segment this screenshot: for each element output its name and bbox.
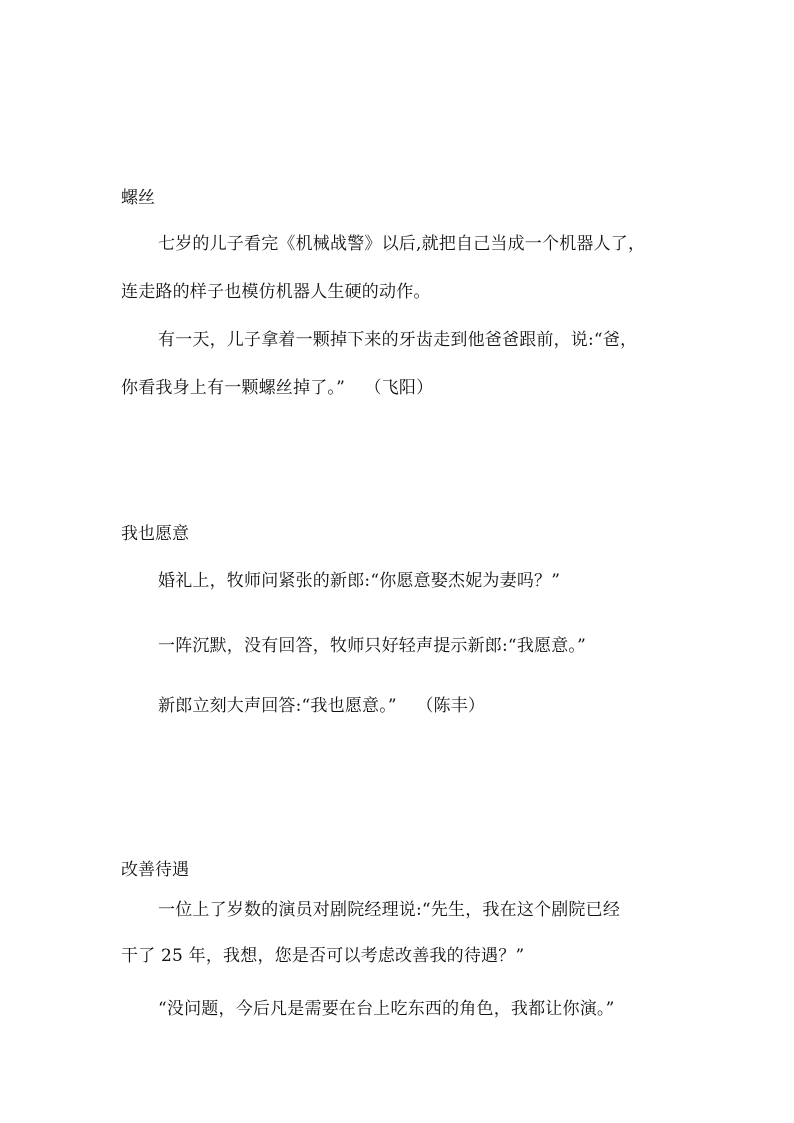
author-credit: （飞阳） <box>373 378 434 398</box>
story-line: 一位上了岁数的演员对剧院经理说:“先生，我在这个剧院已经 <box>158 900 621 920</box>
story-title: 我也愿意 <box>121 524 189 544</box>
author-credit: （陈丰） <box>424 696 486 716</box>
story-line: 七岁的儿子看完《机械战警》以后,就把自己当成一个机器人了， <box>158 234 646 254</box>
story-title: 改善待遇 <box>121 860 189 880</box>
story-line-text: 新郎立刻大声回答:“我也愿意。” <box>158 696 397 716</box>
story-screw <box>121 188 681 412</box>
story-title: 螺丝 <box>121 188 155 208</box>
story-line <box>121 676 681 736</box>
story-line: 婚礼上，牧师问紧张的新郎:“你愿意娶杰妮为妻吗？” <box>158 571 561 591</box>
story-line: “没问题，今后凡是需要在台上吃东西的角色，我都让你演。” <box>158 999 615 1019</box>
story-i-do-too <box>121 524 681 736</box>
story-better-treatment <box>121 860 681 1038</box>
story-line: 有一天，儿子拿着一颗掉下来的牙齿走到他爸爸跟前，说:“爸， <box>158 330 638 350</box>
story-line: 干了 25 年，我想，您是否可以考虑改善我的待遇？” <box>121 946 525 966</box>
story-line <box>121 364 681 412</box>
story-line: 连走路的样子也模仿机器人生硬的动作。 <box>121 282 431 302</box>
story-line-text: 你看我身上有一颗螺丝掉了。” <box>121 378 345 398</box>
story-line: 一阵沉默，没有回答，牧师只好轻声提示新郎:“我愿意。” <box>158 636 587 656</box>
